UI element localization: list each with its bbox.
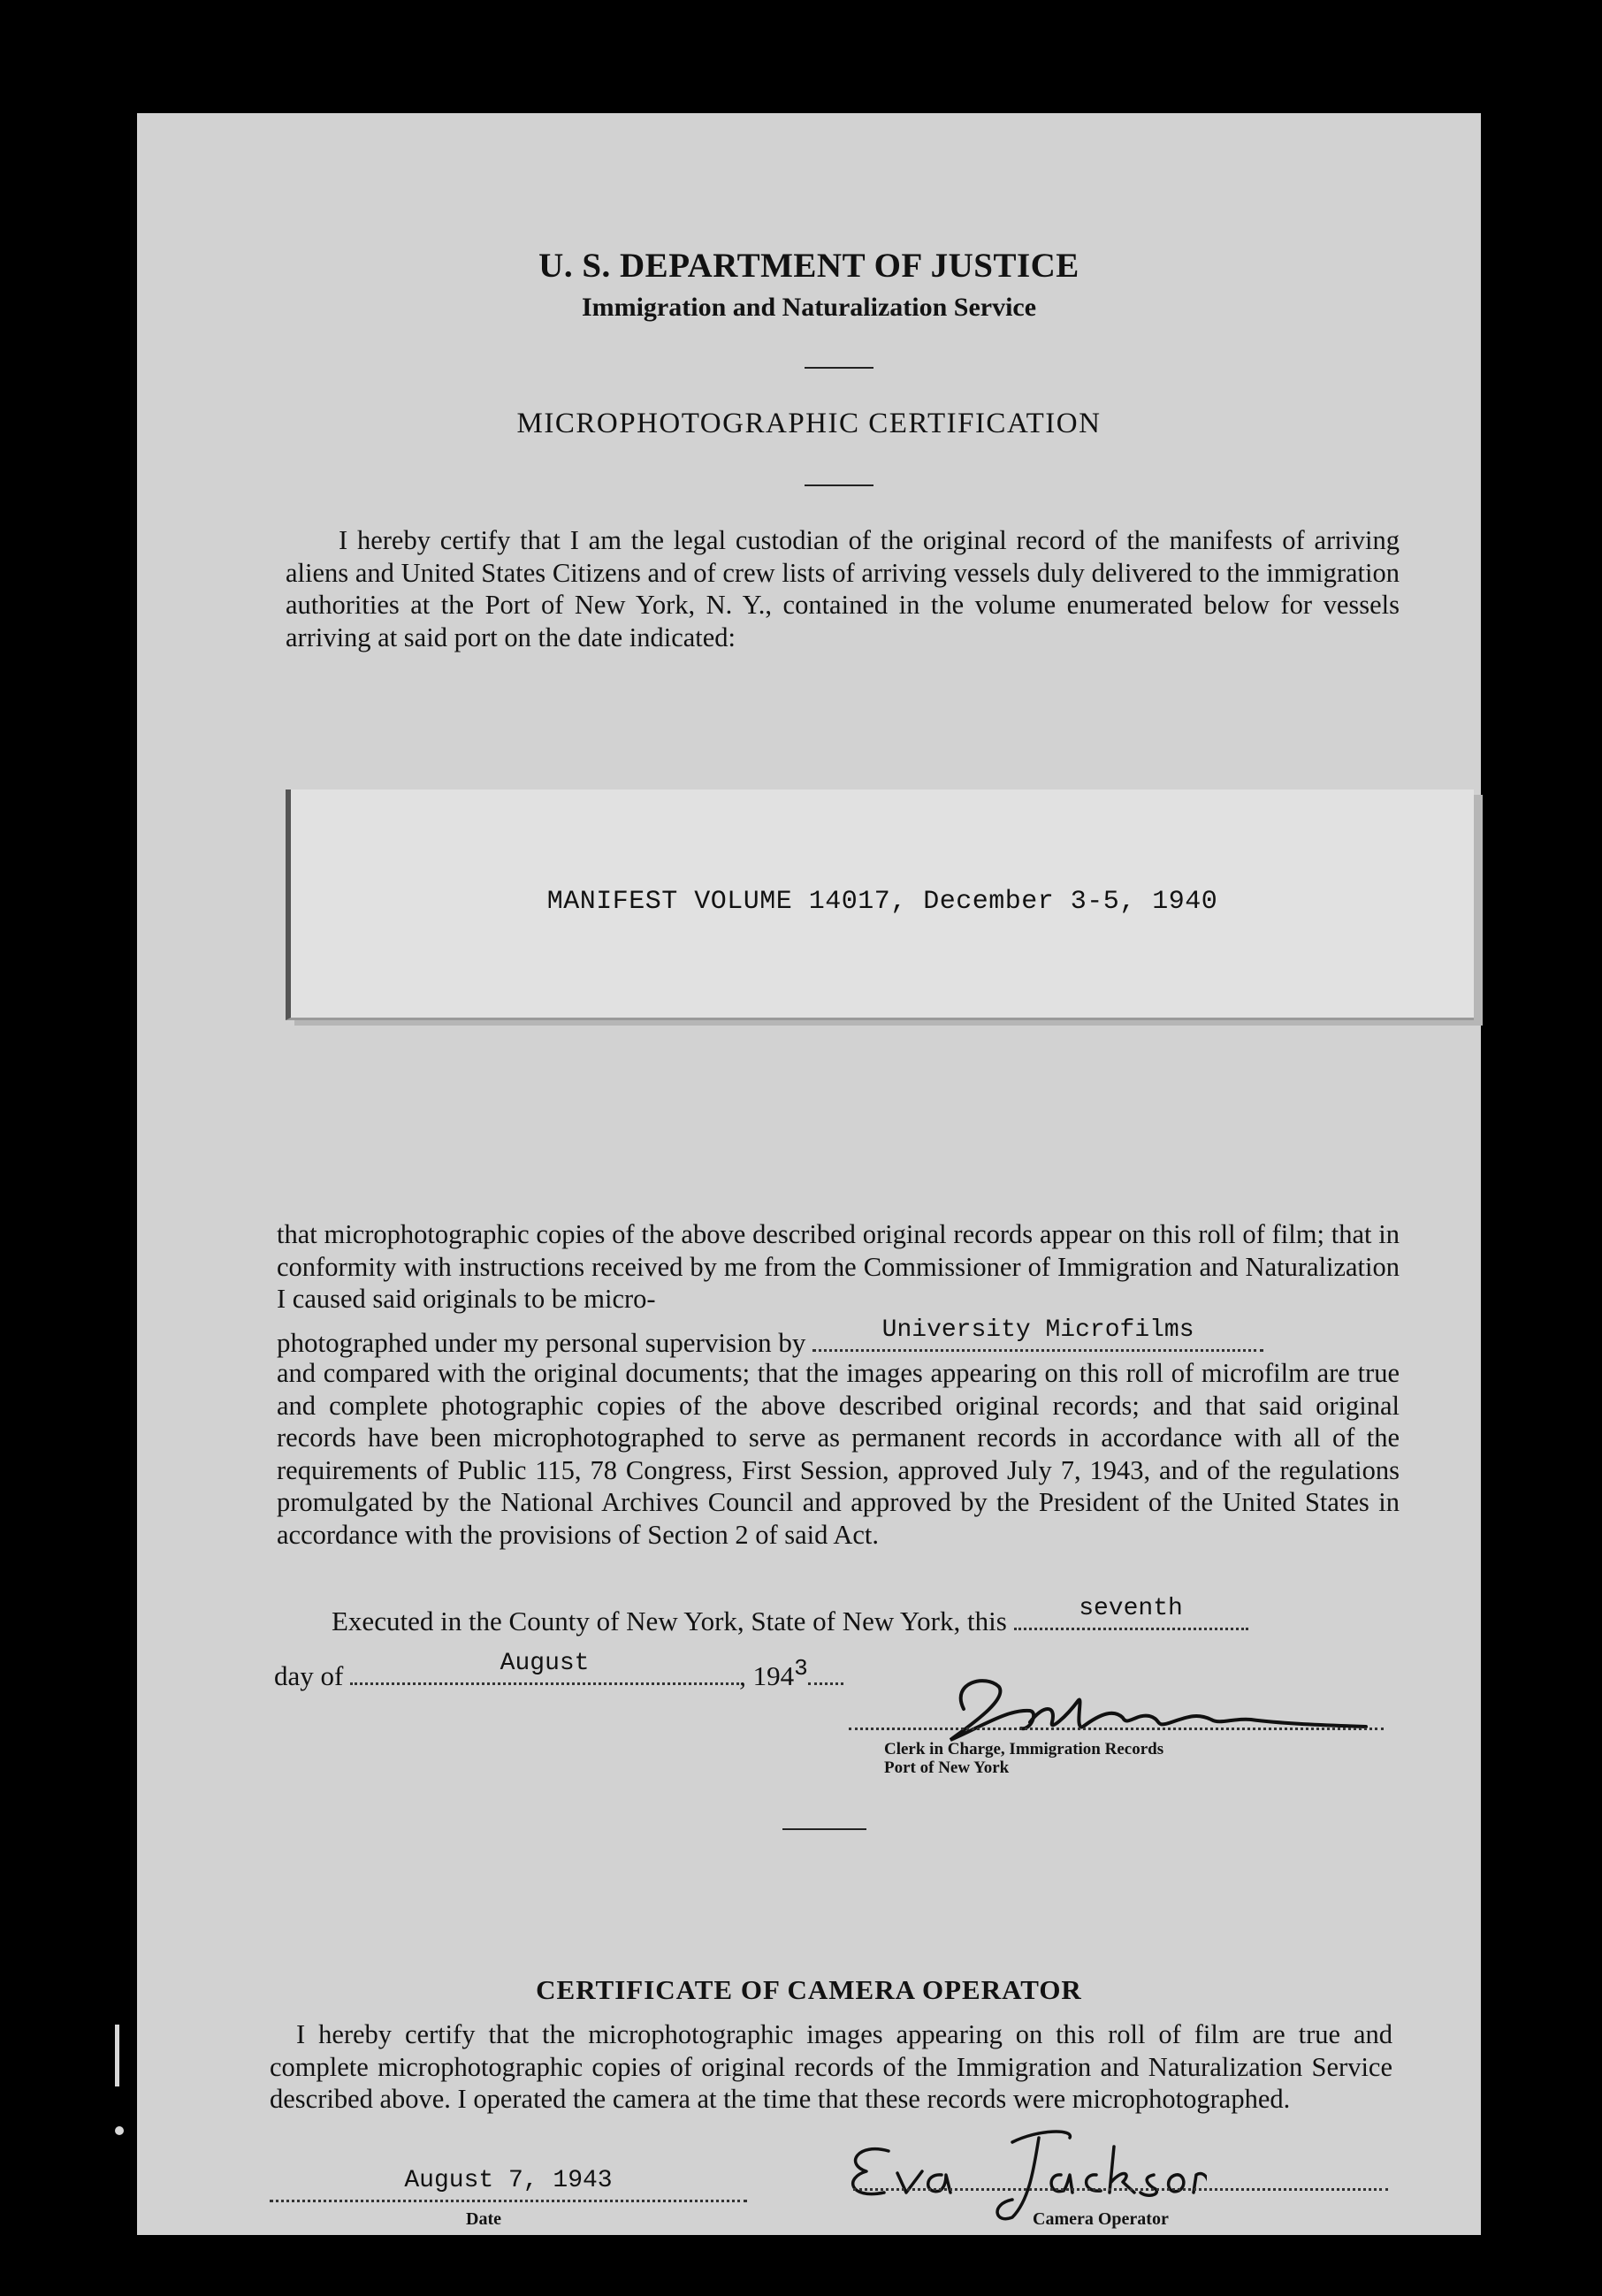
camera-date-value: August 7, 1943: [404, 2167, 613, 2194]
body-paragraph-1: that microphotographic copies of the above described original records appear on this roll of film; that in conformity with instructions received by me from the Commissioner of Immigration and Naturalization I caused said originals to be micro-: [277, 1219, 1400, 1314]
scan-edge-mark: [115, 2025, 119, 2086]
month-field: [350, 1650, 739, 1685]
date-label: Date: [466, 2209, 501, 2229]
executed-prefix: Executed in the County of New York, State of New York, this: [332, 1606, 1007, 1636]
date-prefix: day of: [274, 1660, 344, 1691]
clerk-title-line1: Clerk in Charge, Immigration Records: [884, 1740, 1164, 1758]
date-field: [270, 2167, 747, 2202]
year-suffix: 3: [794, 1655, 808, 1682]
clerk-title: [884, 1740, 1163, 1777]
intro-paragraph: I hereby certify that I am the legal custodian of the original record of the manifests of arriving aliens and United States Citizens and of crew lists of arriving vessels duly delivered to the immigration authorities at the Port of New York, N. Y., contained in the volume enumerated below for vessels arriving at said port on the date indicated:: [286, 525, 1400, 652]
executed-line: [332, 1595, 1248, 1637]
divider: [782, 1828, 866, 1830]
executed-day-value: seventh: [1079, 1595, 1183, 1622]
divider: [805, 484, 873, 486]
month-value: August: [500, 1650, 590, 1677]
supervision-value: University Microfilms: [881, 1316, 1194, 1344]
volume-slip: [286, 789, 1474, 1020]
camera-certificate-title: CERTIFICATE OF CAMERA OPERATOR: [536, 1974, 1082, 2005]
volume-slip-text: MANIFEST VOLUME 14017, December 3-5, 1940: [546, 887, 1218, 917]
clerk-title-line2: Port of New York: [884, 1758, 1010, 1777]
executed-day-field: [1014, 1595, 1248, 1630]
certificate-sheet: [137, 113, 1481, 2235]
operator-signature-line: [853, 2188, 1388, 2191]
supervision-prefix: photographed under my personal supervision by: [277, 1327, 806, 1358]
divider: [805, 367, 873, 369]
supervision-line: [277, 1316, 1263, 1359]
supervision-field: [812, 1316, 1263, 1352]
date-line: [274, 1650, 843, 1692]
camera-certificate-text: I hereby certify that the microphotographic images appearing on this roll of film are true and complete microphotographic copies of original records of the Immigration and Naturalization Service described above. I operated the camera at the time that these records were microphotographed.: [270, 2019, 1392, 2114]
year-prefix: , 194: [739, 1660, 795, 1691]
scan-edge-mark: [115, 2126, 124, 2135]
certification-title: MICROPHOTOGRAPHIC CERTIFICATION: [516, 408, 1102, 439]
clerk-signature-line: [849, 1728, 1384, 1730]
operator-label: Camera Operator: [1033, 2209, 1169, 2229]
department-heading: U. S. DEPARTMENT OF JUSTICE: [538, 247, 1079, 285]
body-paragraph-2: and compared with the original documents; that the images appearing on this roll of microfilm are true and complete photographic copies of the above described original records; and that said original records have been microphotographed to serve as permanent records in accordance with all of the requirements of Public 115, 78 Congress, First Session, approved July 7, 1943, and of the regulations promulgated by the National Archives Council and approved by the President of the United States in accordance with the provisions of Section 2 of said Act.: [277, 1358, 1400, 1550]
service-subheading: Immigration and Naturalization Service: [581, 293, 1037, 322]
